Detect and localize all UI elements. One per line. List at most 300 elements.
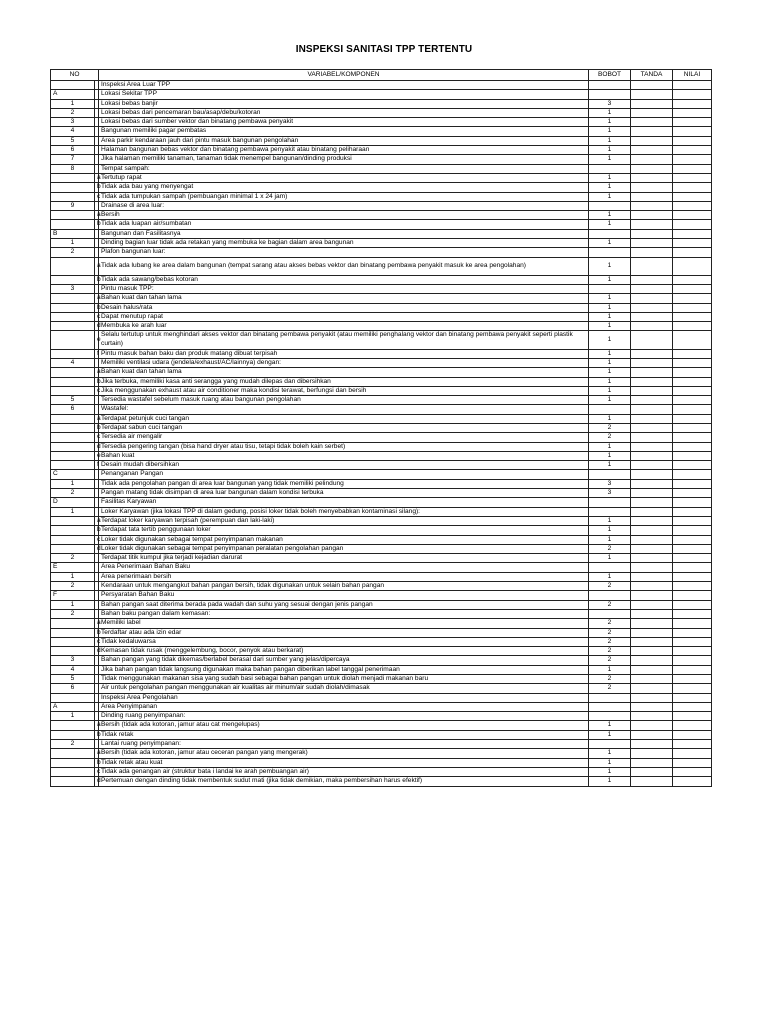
row-nilai-cell[interactable] xyxy=(673,470,712,479)
row-number xyxy=(51,322,95,331)
row-tanda-cell[interactable] xyxy=(631,377,673,386)
row-bobot xyxy=(589,563,631,572)
row-nilai-cell[interactable] xyxy=(673,563,712,572)
row-tanda-cell[interactable] xyxy=(631,470,673,479)
row-sub-letter: b xyxy=(95,220,99,229)
row-number: A xyxy=(51,702,95,711)
row-number xyxy=(51,183,95,192)
row-nilai-cell[interactable] xyxy=(673,507,712,516)
row-nilai-cell[interactable] xyxy=(673,693,712,702)
table-row xyxy=(51,684,712,693)
row-number: 5 xyxy=(51,396,95,405)
row-tanda-cell[interactable] xyxy=(631,675,673,684)
row-tanda-cell[interactable] xyxy=(631,284,673,293)
row-bobot: 1 xyxy=(589,461,631,470)
table-row xyxy=(51,498,712,507)
row-bobot: 2 xyxy=(589,600,631,609)
row-tanda-cell[interactable] xyxy=(631,489,673,498)
row-nilai-cell[interactable] xyxy=(673,609,712,618)
row-nilai-cell[interactable] xyxy=(673,702,712,711)
row-nilai-cell[interactable] xyxy=(673,600,712,609)
row-nilai-cell[interactable] xyxy=(673,257,712,275)
row-tanda-cell[interactable] xyxy=(631,461,673,470)
row-bobot: 1 xyxy=(589,322,631,331)
row-tanda-cell[interactable] xyxy=(631,257,673,275)
row-tanda-cell[interactable] xyxy=(631,239,673,248)
table-row xyxy=(51,647,712,656)
row-nilai-cell[interactable] xyxy=(673,740,712,749)
row-number: 2 xyxy=(51,248,95,257)
row-sub-letter: c xyxy=(95,312,99,321)
row-nilai-cell[interactable] xyxy=(673,220,712,229)
row-tanda-cell[interactable] xyxy=(631,220,673,229)
row-variable: Inspeksi Area Pengolahan xyxy=(99,693,589,702)
row-sub-letter: c xyxy=(95,637,99,646)
row-variable: Bahan kuat xyxy=(99,451,589,460)
table-row xyxy=(51,572,712,581)
row-number: 5 xyxy=(51,675,95,684)
row-number: 8 xyxy=(51,164,95,173)
row-nilai-cell[interactable] xyxy=(673,192,712,201)
row-tanda-cell[interactable] xyxy=(631,294,673,303)
row-number xyxy=(51,442,95,451)
row-number: 3 xyxy=(51,118,95,127)
row-bobot xyxy=(589,284,631,293)
row-variable: Tersedia air mengalir xyxy=(99,433,589,442)
row-bobot: 1 xyxy=(589,749,631,758)
table-row xyxy=(51,470,712,479)
row-nilai-cell[interactable] xyxy=(673,489,712,498)
row-tanda-cell[interactable] xyxy=(631,229,673,238)
row-number: 1 xyxy=(51,507,95,516)
row-nilai-cell[interactable] xyxy=(673,284,712,293)
row-number: 6 xyxy=(51,146,95,155)
row-bobot: 2 xyxy=(589,433,631,442)
row-variable: Lokasi bebas dari pencemaran bau/asap/debu/kotoran xyxy=(99,108,589,117)
row-sub-letter: a xyxy=(95,368,99,377)
row-number: F xyxy=(51,591,95,600)
row-tanda-cell[interactable] xyxy=(631,693,673,702)
table-row xyxy=(51,619,712,628)
row-sub-letter: c xyxy=(95,192,99,201)
row-bobot: 1 xyxy=(589,220,631,229)
row-tanda-cell[interactable] xyxy=(631,619,673,628)
row-nilai-cell[interactable] xyxy=(673,656,712,665)
row-tanda-cell[interactable] xyxy=(631,572,673,581)
row-nilai-cell[interactable] xyxy=(673,386,712,395)
row-nilai-cell[interactable] xyxy=(673,767,712,776)
row-nilai-cell[interactable] xyxy=(673,173,712,182)
row-variable: Desain mudah dibersihkan xyxy=(99,461,589,470)
row-nilai-cell[interactable] xyxy=(673,749,712,758)
row-variable: Penanganan Pangan xyxy=(99,470,589,479)
row-tanda-cell[interactable] xyxy=(631,405,673,414)
row-tanda-cell[interactable] xyxy=(631,656,673,665)
row-nilai-cell[interactable] xyxy=(673,81,712,90)
row-nilai-cell[interactable] xyxy=(673,619,712,628)
row-variable: Area Penyimpanan xyxy=(99,702,589,711)
row-tanda-cell[interactable] xyxy=(631,721,673,730)
row-nilai-cell[interactable] xyxy=(673,164,712,173)
table-row xyxy=(51,322,712,331)
row-tanda-cell[interactable] xyxy=(631,554,673,563)
row-tanda-cell[interactable] xyxy=(631,665,673,674)
row-variable: Tempat sampah: xyxy=(99,164,589,173)
row-variable: Area penerimaan bersih xyxy=(99,572,589,581)
row-tanda-cell[interactable] xyxy=(631,712,673,721)
row-bobot xyxy=(589,201,631,210)
table-row xyxy=(51,248,712,257)
row-number: 2 xyxy=(51,554,95,563)
row-sub-letter: c xyxy=(95,433,99,442)
row-nilai-cell[interactable] xyxy=(673,368,712,377)
row-bobot: 1 xyxy=(589,211,631,220)
row-tanda-cell[interactable] xyxy=(631,349,673,358)
row-nilai-cell[interactable] xyxy=(673,433,712,442)
row-nilai-cell[interactable] xyxy=(673,777,712,786)
row-nilai-cell[interactable] xyxy=(673,730,712,739)
row-tanda-cell[interactable] xyxy=(631,702,673,711)
row-sub-letter: b xyxy=(95,758,99,767)
row-variable: Tidak ada bau yang menyengat xyxy=(99,183,589,192)
row-nilai-cell[interactable] xyxy=(673,303,712,312)
row-variable: Lantai ruang penyimpanan: xyxy=(99,740,589,749)
row-nilai-cell[interactable] xyxy=(673,554,712,563)
row-tanda-cell[interactable] xyxy=(631,164,673,173)
row-nilai-cell[interactable] xyxy=(673,423,712,432)
row-nilai-cell[interactable] xyxy=(673,90,712,99)
row-tanda-cell[interactable] xyxy=(631,516,673,525)
row-number: 2 xyxy=(51,609,95,618)
row-tanda-cell[interactable] xyxy=(631,358,673,367)
row-sub-letter: c xyxy=(95,535,99,544)
row-number xyxy=(51,451,95,460)
row-nilai-cell[interactable] xyxy=(673,498,712,507)
row-sub-letter: a xyxy=(95,257,99,275)
row-nilai-cell[interactable] xyxy=(673,146,712,155)
row-number: 2 xyxy=(51,489,95,498)
row-number xyxy=(51,526,95,535)
row-sub-letter: f xyxy=(95,461,99,470)
row-tanda-cell[interactable] xyxy=(631,442,673,451)
table-row xyxy=(51,173,712,182)
row-bobot xyxy=(589,470,631,479)
header-no: NO xyxy=(51,70,99,81)
table-row xyxy=(51,423,712,432)
row-variable: Pintu masuk TPP: xyxy=(99,284,589,293)
row-nilai-cell[interactable] xyxy=(673,99,712,108)
row-nilai-cell[interactable] xyxy=(673,675,712,684)
row-nilai-cell[interactable] xyxy=(673,239,712,248)
row-variable: Dinding bagian luar tidak ada retakan yang membuka ke bagian dalam area bangunan xyxy=(99,239,589,248)
row-bobot: 1 xyxy=(589,192,631,201)
row-nilai-cell[interactable] xyxy=(673,628,712,637)
row-variable: Loker tidak digunakan sebagai tempat penyimpanan peralatan pengolahan pangan xyxy=(99,544,589,553)
row-tanda-cell[interactable] xyxy=(631,386,673,395)
table-row xyxy=(51,489,712,498)
row-tanda-cell[interactable] xyxy=(631,591,673,600)
row-bobot: 1 xyxy=(589,721,631,730)
row-nilai-cell[interactable] xyxy=(673,637,712,646)
row-bobot xyxy=(589,507,631,516)
row-sub-letter: f xyxy=(95,349,99,358)
row-nilai-cell[interactable] xyxy=(673,414,712,423)
row-tanda-cell[interactable] xyxy=(631,563,673,572)
table-row xyxy=(51,535,712,544)
row-bobot xyxy=(589,740,631,749)
row-variable: Dinding ruang penyimpanan: xyxy=(99,712,589,721)
row-tanda-cell[interactable] xyxy=(631,303,673,312)
row-variable: Lokasi bebas dari sumber vektor dan binatang pembawa penyakit xyxy=(99,118,589,127)
row-nilai-cell[interactable] xyxy=(673,442,712,451)
row-nilai-cell[interactable] xyxy=(673,479,712,488)
row-variable: Bersih (tidak ada kotoran, jamur atau cat mengelupas) xyxy=(99,721,589,730)
row-tanda-cell[interactable] xyxy=(631,526,673,535)
row-tanda-cell[interactable] xyxy=(631,730,673,739)
row-nilai-cell[interactable] xyxy=(673,572,712,581)
row-tanda-cell[interactable] xyxy=(631,118,673,127)
row-tanda-cell[interactable] xyxy=(631,582,673,591)
row-tanda-cell[interactable] xyxy=(631,331,673,349)
row-sub-letter: c xyxy=(95,767,99,776)
table-row xyxy=(51,284,712,293)
row-tanda-cell[interactable] xyxy=(631,414,673,423)
row-number: 4 xyxy=(51,127,95,136)
row-variable: Bangunan dan Fasilitasnya xyxy=(99,229,589,238)
row-tanda-cell[interactable] xyxy=(631,396,673,405)
row-variable: Plafon bangunan luar: xyxy=(99,248,589,257)
table-row xyxy=(51,721,712,730)
table-row xyxy=(51,582,712,591)
row-variable: Terdapat tata tertib penggunaan loker xyxy=(99,526,589,535)
row-nilai-cell[interactable] xyxy=(673,118,712,127)
table-row xyxy=(51,377,712,386)
row-variable: Tidak kedaluwarsa xyxy=(99,637,589,646)
row-tanda-cell[interactable] xyxy=(631,312,673,321)
row-nilai-cell[interactable] xyxy=(673,322,712,331)
row-nilai-cell[interactable] xyxy=(673,591,712,600)
row-tanda-cell[interactable] xyxy=(631,155,673,164)
row-tanda-cell[interactable] xyxy=(631,322,673,331)
row-variable: Bahan kuat dan tahan lama xyxy=(99,294,589,303)
row-variable: Tidak ada luapan air/sumbatan xyxy=(99,220,589,229)
row-tanda-cell[interactable] xyxy=(631,173,673,182)
table-row xyxy=(51,183,712,192)
table-row xyxy=(51,693,712,702)
row-tanda-cell[interactable] xyxy=(631,628,673,637)
row-nilai-cell[interactable] xyxy=(673,275,712,284)
row-tanda-cell[interactable] xyxy=(631,183,673,192)
table-row xyxy=(51,461,712,470)
row-tanda-cell[interactable] xyxy=(631,507,673,516)
row-variable: Tidak ada genangan air (struktur bata i landai ke arah pembuangan air) xyxy=(99,767,589,776)
row-number: 3 xyxy=(51,284,95,293)
row-nilai-cell[interactable] xyxy=(673,201,712,210)
row-number xyxy=(51,294,95,303)
row-tanda-cell[interactable] xyxy=(631,637,673,646)
row-nilai-cell[interactable] xyxy=(673,647,712,656)
row-tanda-cell[interactable] xyxy=(631,81,673,90)
row-bobot: 1 xyxy=(589,554,631,563)
row-tanda-cell[interactable] xyxy=(631,479,673,488)
row-sub-letter: a xyxy=(95,721,99,730)
row-nilai-cell[interactable] xyxy=(673,127,712,136)
row-nilai-cell[interactable] xyxy=(673,396,712,405)
table-row xyxy=(51,563,712,572)
row-nilai-cell[interactable] xyxy=(673,183,712,192)
row-nilai-cell[interactable] xyxy=(673,535,712,544)
row-nilai-cell[interactable] xyxy=(673,331,712,349)
row-bobot xyxy=(589,164,631,173)
table-row xyxy=(51,146,712,155)
row-bobot xyxy=(589,609,631,618)
row-tanda-cell[interactable] xyxy=(631,368,673,377)
row-tanda-cell[interactable] xyxy=(631,609,673,618)
row-bobot xyxy=(589,229,631,238)
row-tanda-cell[interactable] xyxy=(631,248,673,257)
row-variable: Memiliki ventilasi udara (jendela/exhaust/AC/lainnya) dengan: xyxy=(99,358,589,367)
row-tanda-cell[interactable] xyxy=(631,275,673,284)
row-variable: Memiliki label xyxy=(99,619,589,628)
row-number: B xyxy=(51,229,95,238)
row-nilai-cell[interactable] xyxy=(673,377,712,386)
row-tanda-cell[interactable] xyxy=(631,99,673,108)
row-nilai-cell[interactable] xyxy=(673,712,712,721)
row-tanda-cell[interactable] xyxy=(631,758,673,767)
row-variable: Tidak retak atau kuat xyxy=(99,758,589,767)
table-row xyxy=(51,451,712,460)
row-number: 2 xyxy=(51,740,95,749)
row-tanda-cell[interactable] xyxy=(631,146,673,155)
table-row xyxy=(51,749,712,758)
table-row xyxy=(51,312,712,321)
row-variable: Kemasan tidak rusak (menggelembung, bocor, penyok atau berkarat) xyxy=(99,647,589,656)
row-bobot: 2 xyxy=(589,637,631,646)
row-bobot: 2 xyxy=(589,684,631,693)
row-bobot xyxy=(589,712,631,721)
row-variable: Bangunan memiliki pagar pembatas xyxy=(99,127,589,136)
row-nilai-cell[interactable] xyxy=(673,211,712,220)
row-variable: Kendaraan untuk mengangkut bahan pangan bersih, tidak digunakan untuk selain bahan pangan xyxy=(99,582,589,591)
row-nilai-cell[interactable] xyxy=(673,248,712,257)
row-nilai-cell[interactable] xyxy=(673,758,712,767)
row-bobot: 2 xyxy=(589,628,631,637)
row-number xyxy=(51,749,95,758)
row-bobot: 1 xyxy=(589,535,631,544)
row-tanda-cell[interactable] xyxy=(631,535,673,544)
row-bobot xyxy=(589,702,631,711)
table-row xyxy=(51,275,712,284)
row-nilai-cell[interactable] xyxy=(673,136,712,145)
row-nilai-cell[interactable] xyxy=(673,665,712,674)
row-tanda-cell[interactable] xyxy=(631,600,673,609)
row-number xyxy=(51,758,95,767)
row-bobot: 2 xyxy=(589,544,631,553)
row-nilai-cell[interactable] xyxy=(673,294,712,303)
row-tanda-cell[interactable] xyxy=(631,777,673,786)
row-number xyxy=(51,730,95,739)
row-nilai-cell[interactable] xyxy=(673,582,712,591)
row-tanda-cell[interactable] xyxy=(631,136,673,145)
row-tanda-cell[interactable] xyxy=(631,498,673,507)
row-tanda-cell[interactable] xyxy=(631,90,673,99)
row-tanda-cell[interactable] xyxy=(631,767,673,776)
row-tanda-cell[interactable] xyxy=(631,749,673,758)
row-number: 9 xyxy=(51,201,95,210)
row-tanda-cell[interactable] xyxy=(631,740,673,749)
table-row xyxy=(51,386,712,395)
row-variable: Bahan pangan saat diterima berada pada wadah dan suhu yang sesuai dengan jenis pangan xyxy=(99,600,589,609)
table-row xyxy=(51,609,712,618)
row-nilai-cell[interactable] xyxy=(673,155,712,164)
row-nilai-cell[interactable] xyxy=(673,451,712,460)
row-number: 6 xyxy=(51,684,95,693)
row-bobot: 2 xyxy=(589,675,631,684)
row-nilai-cell[interactable] xyxy=(673,684,712,693)
row-bobot: 3 xyxy=(589,489,631,498)
row-tanda-cell[interactable] xyxy=(631,211,673,220)
row-sub-letter: a xyxy=(95,294,99,303)
table-body xyxy=(51,81,712,787)
row-number xyxy=(51,461,95,470)
row-nilai-cell[interactable] xyxy=(673,358,712,367)
row-nilai-cell[interactable] xyxy=(673,405,712,414)
row-tanda-cell[interactable] xyxy=(631,108,673,117)
table-row xyxy=(51,730,712,739)
row-sub-letter: a xyxy=(95,414,99,423)
row-sub-letter: a xyxy=(95,516,99,525)
row-variable: Terdaftar atau ada izin edar xyxy=(99,628,589,637)
row-nilai-cell[interactable] xyxy=(673,526,712,535)
row-tanda-cell[interactable] xyxy=(631,127,673,136)
table-row xyxy=(51,405,712,414)
row-number xyxy=(51,275,95,284)
table-row xyxy=(51,554,712,563)
table-row xyxy=(51,507,712,516)
row-nilai-cell[interactable] xyxy=(673,349,712,358)
row-nilai-cell[interactable] xyxy=(673,229,712,238)
row-number xyxy=(51,767,95,776)
table-row xyxy=(51,637,712,646)
row-bobot: 1 xyxy=(589,136,631,145)
table-row xyxy=(51,479,712,488)
row-bobot xyxy=(589,405,631,414)
row-nilai-cell[interactable] xyxy=(673,312,712,321)
row-number: D xyxy=(51,498,95,507)
row-bobot: 1 xyxy=(589,377,631,386)
row-tanda-cell[interactable] xyxy=(631,544,673,553)
row-nilai-cell[interactable] xyxy=(673,516,712,525)
row-variable: Terdapat petunjuk cuci tangan xyxy=(99,414,589,423)
row-bobot: 1 xyxy=(589,349,631,358)
row-nilai-cell[interactable] xyxy=(673,721,712,730)
row-variable: Air untuk pengolahan pangan menggunakan air kualitas air minum/air sudah diolah/dimasak xyxy=(99,684,589,693)
row-tanda-cell[interactable] xyxy=(631,201,673,210)
row-tanda-cell[interactable] xyxy=(631,451,673,460)
row-tanda-cell[interactable] xyxy=(631,423,673,432)
table-row xyxy=(51,99,712,108)
row-tanda-cell[interactable] xyxy=(631,192,673,201)
row-nilai-cell[interactable] xyxy=(673,108,712,117)
row-nilai-cell[interactable] xyxy=(673,544,712,553)
row-number xyxy=(51,619,95,628)
row-tanda-cell[interactable] xyxy=(631,433,673,442)
row-tanda-cell[interactable] xyxy=(631,647,673,656)
row-variable: Membuka ke arah luar xyxy=(99,322,589,331)
row-nilai-cell[interactable] xyxy=(673,461,712,470)
table-row xyxy=(51,192,712,201)
row-tanda-cell[interactable] xyxy=(631,684,673,693)
